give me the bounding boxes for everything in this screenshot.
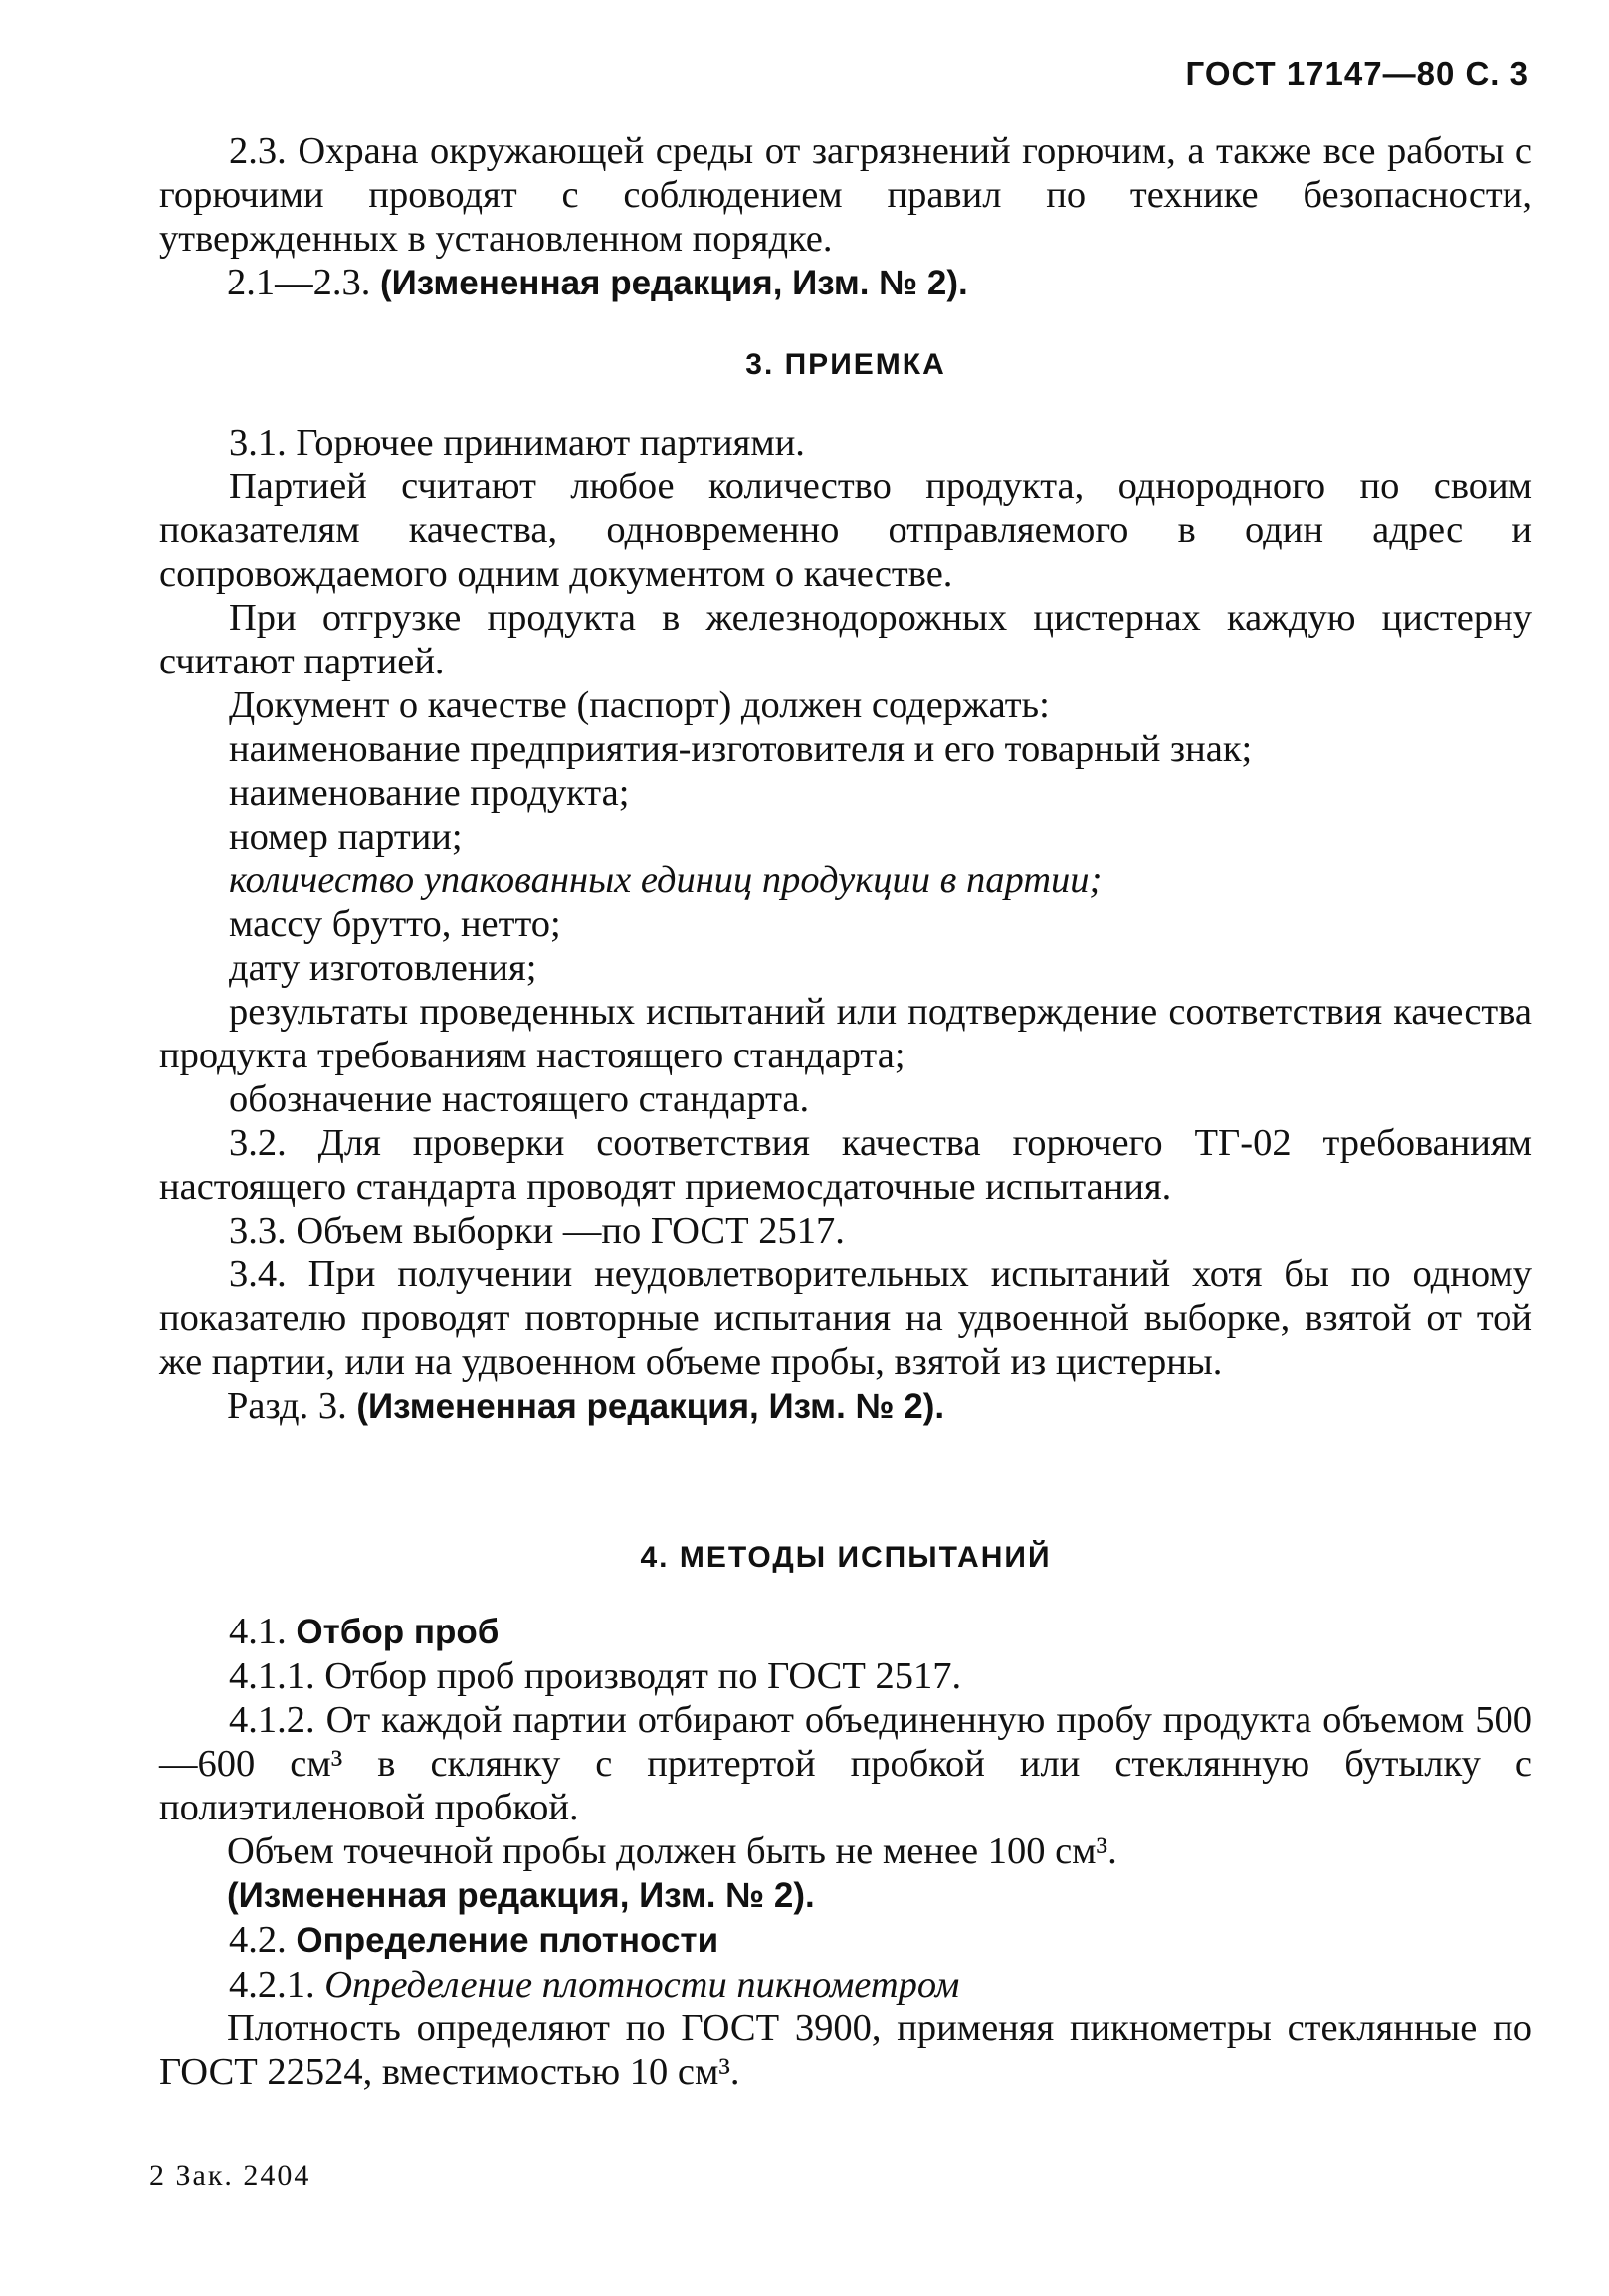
paragraph-2-3: 2.3. Охрана окружающей среды от загрязнений горючим, а также все работы с горючими проводят с соблюдением правил по технике безопасности, утвержденных в установленном порядке. <box>159 130 1532 260</box>
amendment-text: (Измененная редакция, Изм. № 2). <box>356 1387 945 1426</box>
page-footer: 2 Зак. 2404 <box>149 2159 311 2192</box>
list-item: дату изготовления; <box>229 947 537 989</box>
quality-document-list <box>159 727 1532 1121</box>
section-4-title: 4. МЕТОДЫ ИСПЫТАНИЙ <box>640 1541 1052 1574</box>
paragraph-3-3: 3.3. Объем выборки —по ГОСТ 2517. <box>229 1210 845 1251</box>
list-item: наименование продукта; <box>229 772 630 814</box>
paragraph-density: Плотность определяют по ГОСТ 3900, применяя пикнометры стеклянные по ГОСТ 22524, вместимостью 10 см³. <box>159 2008 1532 2093</box>
paragraph-3-4: 3.4. При получении неудовлетворительных испытаний хотя бы по одному показателю проводят повторные испытания на удвоенной выборке, взятой от той же партии, или на удвоенном объеме пробы, взятой из цистерны. <box>159 1253 1532 1383</box>
paragraph-batch-definition: Партией считают любое количество продукта, однородного по своим показателям качества, одновременно отправляемого в один адрес и сопровождаемого одним документом о качестве. <box>159 466 1532 595</box>
amendment-text: (Измененная редакция, Изм. № 2). <box>380 264 968 302</box>
paragraph-4-1-1: 4.1.1. Отбор проб производят по ГОСТ 2517. <box>229 1655 962 1697</box>
amendment-note-4 <box>159 1873 1532 1918</box>
paragraph-4-1 <box>159 1610 1532 1654</box>
section-3-title: 3. ПРИЕМКА <box>745 348 946 381</box>
document-body <box>159 129 1532 2094</box>
clause-number: 4.1. <box>229 1611 287 1652</box>
list-item: обозначение настоящего стандарта. <box>229 1078 810 1120</box>
paragraph-point-sample: Объем точечной пробы должен быть не менее 100 см³. <box>227 1830 1117 1872</box>
list-item: наименование предприятия-изготовителя и его товарный знак; <box>229 728 1253 770</box>
paragraph-4-1-2: 4.1.2. От каждой партии отбирают объединенную пробу продукта объемом 500—600 см³ в склянку с притертой пробкой или стеклянную бутылку с полиэтиленовой пробкой. <box>159 1699 1532 1828</box>
clause-number: 4.2.1. <box>229 1964 315 2006</box>
clause-title: Определение плотности <box>296 1921 719 1960</box>
list-item: массу брутто, нетто; <box>229 903 561 945</box>
list-item: результаты проведенных испытаний или подтверждение соответствия качества продукта требованиям настоящего стандарта; <box>159 991 1532 1076</box>
paragraph-quality-document: Документ о качестве (паспорт) должен содержать: <box>229 684 1050 726</box>
clause-title: Определение плотности пикнометром <box>324 1964 960 2006</box>
clause-title: Отбор проб <box>296 1613 500 1651</box>
paragraph-3-1: 3.1. Горючее принимают партиями. <box>229 422 805 464</box>
amendment-section-ref: Разд. 3. <box>227 1385 347 1427</box>
amendment-note-section-3 <box>159 1384 1532 1429</box>
paragraph-4-2-1 <box>159 1963 1532 2007</box>
page-header: ГОСТ 17147—80 С. 3 <box>1185 55 1529 92</box>
clause-number: 4.2. <box>229 1919 287 1961</box>
paragraph-rail-tanks: При отгрузке продукта в железнодорожных цистернах каждую цистерну считают партией. <box>159 597 1532 682</box>
amendment-note-2-1-2-3 <box>159 261 1532 305</box>
amendment-text: (Измененная редакция, Изм. № 2). <box>227 1876 815 1915</box>
list-item: номер партии; <box>229 816 463 858</box>
paragraph-4-2 <box>159 1918 1532 1963</box>
paragraph-3-2: 3.2. Для проверки соответствия качества горючего ТГ-02 требованиям настоящего стандарта проводят приемосдаточные испытания. <box>159 1122 1532 1208</box>
list-item: количество упакованных единиц продукции в партии; <box>229 860 1103 901</box>
amendment-clause-range: 2.1—2.3. <box>227 262 371 303</box>
